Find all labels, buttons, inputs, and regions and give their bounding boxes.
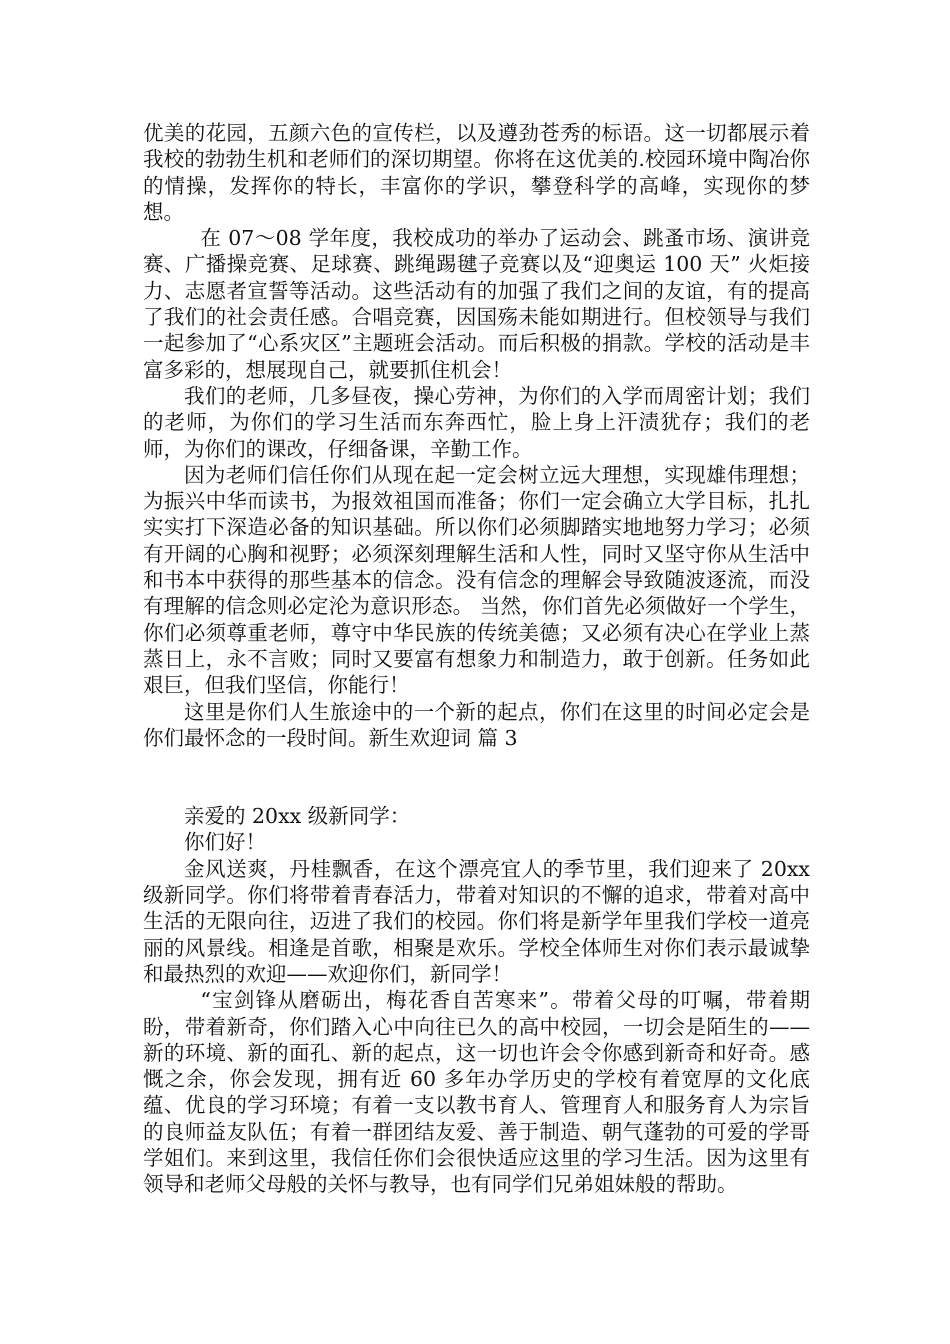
section-spacer: [143, 751, 810, 803]
salutation: 亲爱的 20xx 级新同学：: [184, 804, 411, 829]
paragraph-welcome: 金风送爽，丹桂飘香，在这个漂亮宜人的季节里，我们迎来了 20xx 级新同学。你们将带着青春活力，带着对知识的不懈的追求，带着对高中生活的无限向往，迈进了我们的校园。你们将是新学年里我们学校一道亮丽的风景线。相逢是首歌，相聚是欢乐。学校全体师生对你们表示最诚挚和最热烈的欢迎——欢迎你们，新同学！: [143, 856, 810, 986]
paragraph-proverb: “宝剑锋从磨砺出，梅花香自苦寒来”。带着父母的叮嘱，带着期盼，带着新奇，你们踏入心中向往已久的高中校园，一切会是陌生的——新的环境、新的面孔、新的起点，这一切也许会令你感到新奇和好奇。感慨之余，你会发现，拥有近 60 多年办学历史的学校有着宽厚的文化底蕴、优良的学习环境；有着一支以教书育人、管理育人和服务育人为宗旨的良师益友队伍；有着一群团结友爱、善于制造、朝气蓬勃的可爱的学哥学姐们。来到这里，我信任你们会很快适应这里的学习生活。因为这里有领导和老师父母般的关怀与教导，也有同学们兄弟姐妹般的帮助。: [143, 988, 810, 1197]
paragraph-teachers: 我们的老师，几多昼夜，操心劳神，为你们的入学而周密计划；我们的老师，为你们的学习生活而东奔西忙，脸上身上汗渍犹存；我们的老师，为你们的课改，仔细备课，辛勤工作。: [143, 383, 810, 461]
paragraph-new-start: 这里是你们人生旅途中的一个新的起点，你们在这里的时间必定会是你们最怀念的一段时间。新生欢迎词 篇 3: [143, 699, 810, 750]
paragraph-campus-intro: 优美的花园，五颜六色的宣传栏，以及遵劲苍秀的标语。这一切都展示着我校的勃勃生机和老师们的深切期望。你将在这优美的.校园环境中陶冶你的情操，发挥你的特长，丰富你的学识，攀登科学的高峰，实现你的梦想。: [143, 121, 810, 224]
document-body: [143, 120, 810, 1198]
paragraph-ideals: 因为老师们信任你们从现在起一定会树立远大理想，实现雄伟理想；为振兴中华而读书，为报效祖国而准备；你们一定会确立大学目标，扎扎实实打下深造必备的知识基础。所以你们必须脚踏实地地努力学习；必须有开阔的心胸和视野；必须深刻理解生活和人性，同时又坚守你从生活中和书本中获得的那些基本的信念。没有信念的理解会导致随波逐流，而没有理解的信念则必定沦为意识形态。 当然，你们首先必须做好一个学生，你们必须尊重老师，尊守中华民族的传统美德；又必须有决心在学业上蒸蒸日上，永不言败；同时又要富有想象力和制造力，敢于创新。任务如此艰巨，但我们坚信，你能行！: [143, 462, 810, 698]
greeting: 你们好！: [184, 830, 266, 855]
paragraph-activities: 在 07～08 学年度，我校成功的举办了运动会、跳蚤市场、演讲竞赛、广播操竞赛、足球赛、跳绳踢毽子竞赛以及“迎奥运 100 天” 火炬接力、志愿者宣誓等活动。这些活动有的加强了我们之间的友谊，有的提高了我们的社会责任感。合唱竞赛，因国殇未能如期进行。但校领导与我们一起参加了“心系灾区”主题班会活动。而后积极的捐款。学校的活动是丰富多彩的，想展现自己，就要抓住机会！: [143, 226, 810, 382]
